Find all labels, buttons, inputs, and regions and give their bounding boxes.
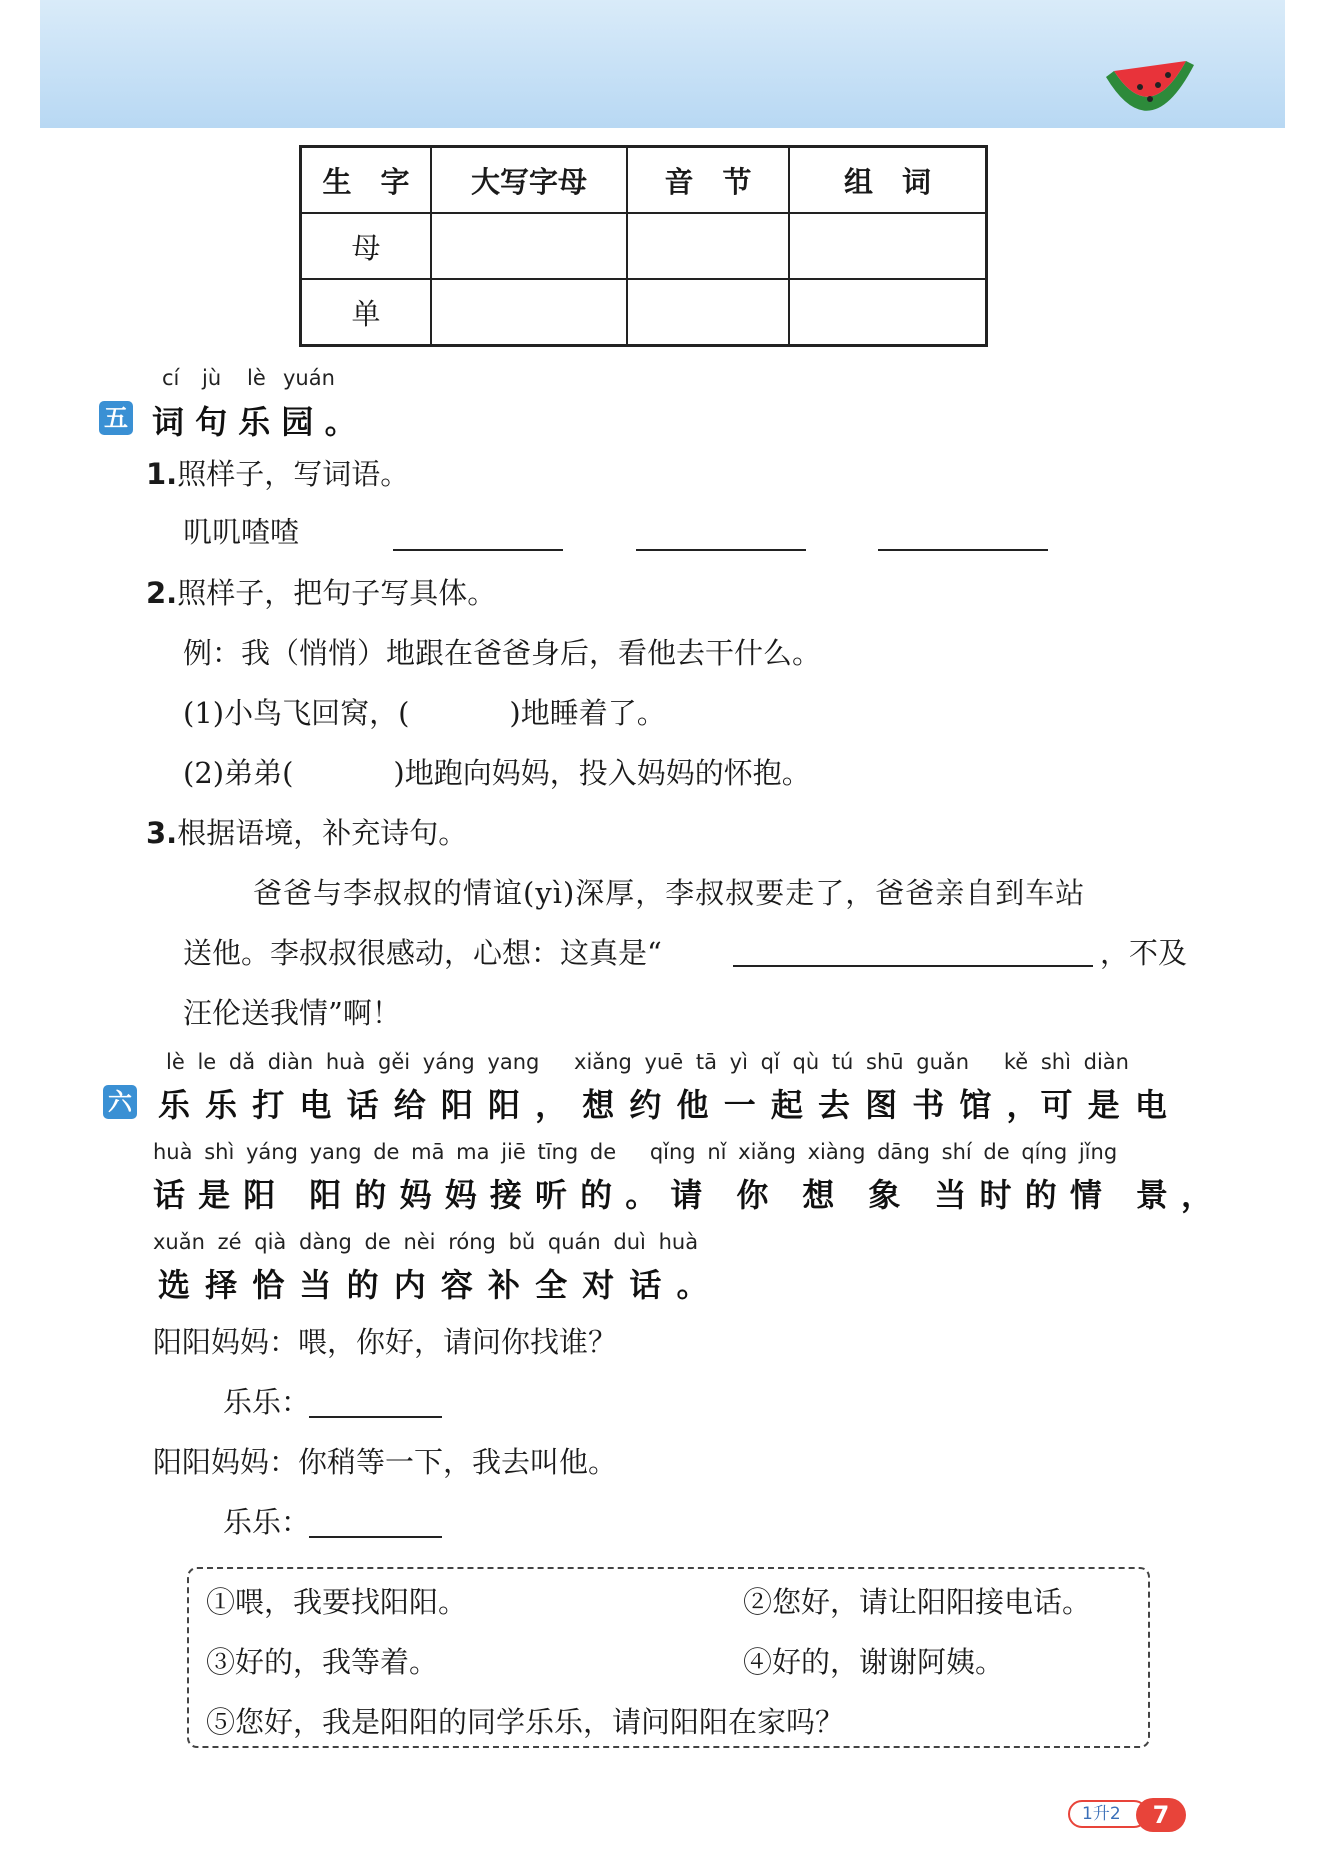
table-cell-input[interactable] xyxy=(431,279,627,346)
pinyin: yuán xyxy=(283,366,335,390)
question-text: 照样子，把句子写具体。 xyxy=(177,576,497,610)
dialog-speaker: 乐乐： xyxy=(223,1385,311,1419)
answer-blank[interactable] xyxy=(309,1416,442,1418)
answer-blank[interactable] xyxy=(636,549,806,551)
table-cell: 单 xyxy=(301,279,432,346)
grade-label: 1升2 xyxy=(1068,1800,1148,1828)
pinyin: jù xyxy=(202,366,222,390)
header-banner xyxy=(40,0,1285,128)
pinyin-line: lè le dǎ diàn huà gěi yáng yang xiǎng yuē tā yì qǐ qù tú shū guǎn kě shì diàn xyxy=(166,1050,1129,1074)
example-sentence: 例：我（悄悄）地跟在爸爸身后，看他去干什么。 xyxy=(183,636,822,670)
answer-blank[interactable] xyxy=(878,549,1048,551)
answer-blank[interactable] xyxy=(393,549,563,551)
page-number: 7 xyxy=(1136,1798,1186,1832)
question-text: 根据语境，补充诗句。 xyxy=(177,816,468,850)
pinyin-line: huà shì yáng yang de mā ma jiē tīng de qǐng nǐ xiǎng xiàng dāng shí de qíng jǐng xyxy=(153,1140,1118,1164)
table-header: 生 字 xyxy=(301,147,432,214)
dialog-line: 阳阳妈妈：你稍等一下，我去叫他。 xyxy=(153,1445,618,1479)
option-item[interactable]: ③好的，我等着。 xyxy=(206,1645,439,1679)
option-item[interactable]: ①喂，我要找阳阳。 xyxy=(206,1585,468,1619)
paragraph-line: 送他。李叔叔很感动，心想：这真是“ xyxy=(183,936,662,970)
answer-blank[interactable] xyxy=(309,1536,442,1538)
example-word: 叽叽喳喳 xyxy=(183,515,300,549)
paragraph-line: 汪伦送我情”啊！ xyxy=(183,996,401,1030)
instruction-line: 选 择 恰 当 的 内 容 补 全 对 话 。 xyxy=(158,1266,711,1304)
character-table xyxy=(299,145,988,347)
question-text: 照样子，写词语。 xyxy=(177,457,410,491)
section-number-badge: 六 xyxy=(103,1085,137,1119)
sentence-part: )地跑向妈妈，投入妈妈的怀抱。 xyxy=(393,756,811,790)
option-item[interactable]: ⑤您好，我是阳阳的同学乐乐，请问阳阳在家吗？ xyxy=(206,1705,845,1739)
table-cell-input[interactable] xyxy=(627,279,789,346)
section-number-badge: 五 xyxy=(99,401,133,435)
instruction-line: 乐 乐 打 电 话 给 阳 阳 ， 想 约 他 一 起 去 图 书 馆 ，可 是 电 xyxy=(158,1086,1169,1124)
pinyin: cí xyxy=(162,366,180,390)
paragraph-line: ，不及 xyxy=(1100,936,1188,970)
option-item[interactable]: ④好的，谢谢阿姨。 xyxy=(743,1645,1005,1679)
table-cell: 母 xyxy=(301,213,432,279)
table-cell-input[interactable] xyxy=(789,213,987,279)
sentence-part: (1)小鸟飞回窝，( xyxy=(183,696,410,730)
question-number: 3. xyxy=(146,816,178,850)
question-number: 1. xyxy=(146,457,178,491)
dialog-speaker: 乐乐： xyxy=(223,1505,311,1539)
instruction-line: 话 是 阳 阳 的 妈 妈 接 听 的 。 请 你 想 象 当 时 的 情 景 ， xyxy=(153,1176,1214,1214)
table-header: 音 节 xyxy=(627,147,789,214)
sentence-part: (2)弟弟( xyxy=(183,756,294,790)
question-number: 2. xyxy=(146,576,178,610)
sentence-part: )地睡着了。 xyxy=(509,696,666,730)
dialog-line: 阳阳妈妈：喂，你好，请问你找谁？ xyxy=(153,1325,618,1359)
page-badge xyxy=(1068,1800,1186,1830)
table-cell-input[interactable] xyxy=(627,213,789,279)
option-item[interactable]: ②您好，请让阳阳接电话。 xyxy=(743,1585,1092,1619)
table-header: 大写字母 xyxy=(431,147,627,214)
section-title: 词 句 乐 园 。 xyxy=(152,403,357,441)
answer-blank[interactable] xyxy=(733,965,1093,967)
table-cell-input[interactable] xyxy=(431,213,627,279)
watermelon-icon xyxy=(1100,55,1200,135)
pinyin: lè xyxy=(247,366,266,390)
table-header: 组 词 xyxy=(789,147,987,214)
pinyin-line: xuǎn zé qià dàng de nèi róng bǔ quán duì huà xyxy=(153,1230,699,1254)
paragraph-line: 爸爸与李叔叔的情谊(yì)深厚，李叔叔要走了，爸爸亲自到车站 xyxy=(253,876,1086,910)
table-cell-input[interactable] xyxy=(789,279,987,346)
